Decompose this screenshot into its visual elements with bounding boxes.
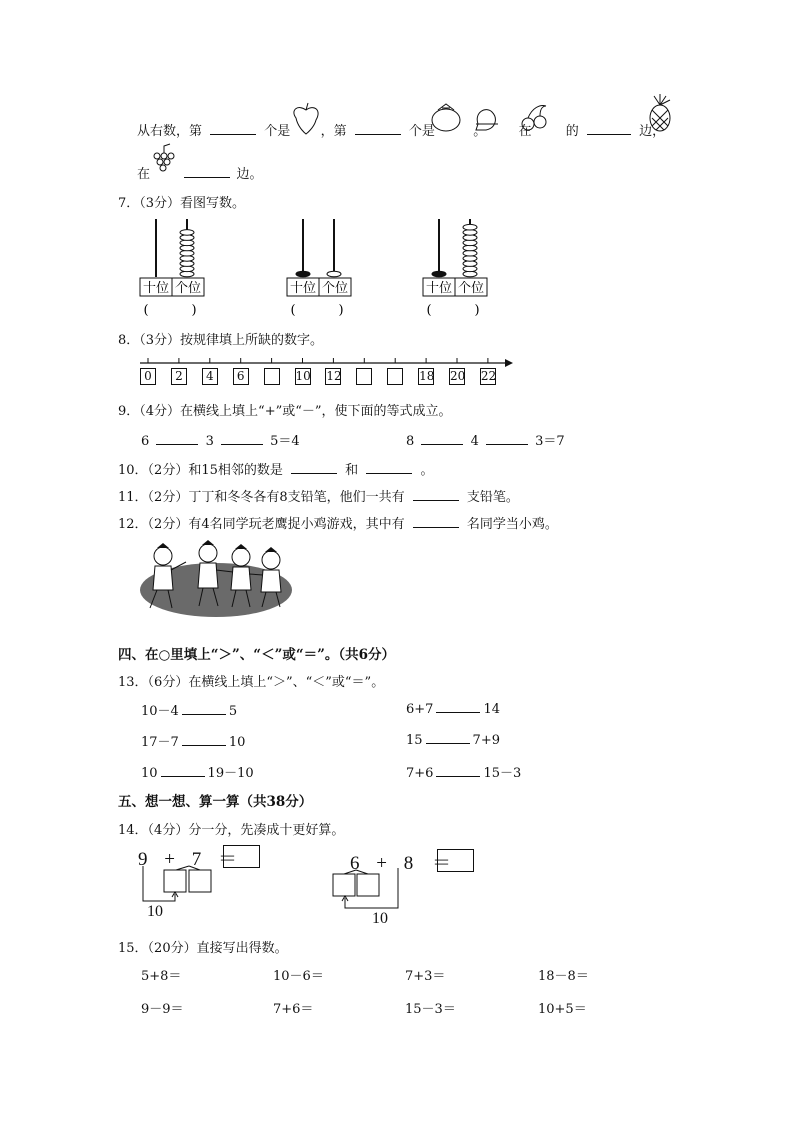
q10-text: 和: [345, 463, 359, 478]
tens-label: 十位: [142, 281, 170, 296]
number-line-box: 12: [326, 369, 342, 383]
q14-left-b: 7: [191, 849, 202, 870]
q6-text: 的: [565, 124, 579, 139]
compare-right: 5: [228, 704, 238, 719]
calc-item: 7+6＝: [273, 1002, 314, 1017]
calc-item: 7+3＝: [405, 969, 446, 984]
answer-paren-open: (: [426, 303, 432, 318]
ones-label: 个位: [174, 281, 202, 296]
q14-left-split-box-2: [189, 870, 211, 892]
calc-item: 18－8＝: [538, 969, 589, 984]
compare-left: 6+7: [406, 702, 434, 717]
calc-item: 10－6＝: [273, 969, 324, 984]
calc-item: 9－9＝: [141, 1002, 184, 1017]
answer-paren-open: (: [143, 303, 149, 318]
q6-text: 个是: [264, 124, 291, 139]
number-line-box: 10: [295, 369, 311, 383]
tens-label: 十位: [289, 281, 317, 296]
q6-text: 个是: [408, 124, 435, 139]
number-line-box: 20: [450, 369, 466, 383]
q14-left-ten: 10: [147, 903, 163, 920]
section5-heading: 五、想一想、算一算（共38分）: [118, 794, 313, 810]
q14-right-split-box-2: [357, 874, 379, 896]
q7-title: 7．（3分）看图写数。: [118, 196, 246, 211]
q9-number: 5＝4: [270, 434, 300, 449]
q14-title: 14．（4分）分一分，先凑成十更好算。: [118, 823, 345, 838]
q15-title: 15．（20分）直接写出得数。: [118, 941, 288, 956]
q9-title: 9．（4分）在横线上填上“+”或“－”，使下面的等式成立。: [118, 404, 452, 419]
q10-text: 10．（2分）和15相邻的数是: [118, 463, 283, 478]
compare-right: 14: [483, 702, 500, 717]
q11-text: 支铅笔。: [466, 490, 519, 505]
section4-heading: 四、在○里填上“＞”、“＜”或“＝”。（共6分）: [118, 647, 396, 663]
compare-left: 10: [141, 766, 158, 781]
answer-paren-open: (: [290, 303, 296, 318]
number-line-box: 0: [140, 368, 156, 385]
q6-text: 在: [137, 167, 151, 182]
q12-text: 名同学当小鸡。: [466, 517, 558, 532]
q14-right-b: 8: [403, 853, 414, 874]
compare-right: 19－10: [207, 766, 254, 781]
compare-left: 15: [406, 733, 423, 748]
q14-right-ten: 10: [372, 910, 388, 927]
q9-number: 4: [470, 434, 479, 449]
q14-right-a: 6: [350, 853, 360, 874]
q14-right-op: +: [376, 853, 387, 874]
q10-text: 。: [420, 463, 434, 478]
q6-text: 边。: [236, 167, 263, 182]
q13-title: 13．（6分）在横线上填上“＞”、“＜”或“＝”。: [118, 675, 385, 690]
q6-text: 边，: [639, 124, 666, 139]
tens-label: 十位: [425, 281, 453, 296]
ones-label: 个位: [457, 281, 485, 296]
number-line-box: 6: [233, 368, 249, 385]
q14-right-eq: ＝: [431, 853, 451, 874]
calc-item: 15－3＝: [405, 1002, 456, 1017]
compare-left: 7+6: [406, 766, 434, 781]
q6-text: 在: [518, 124, 532, 139]
q6-text: 。: [473, 124, 487, 139]
calc-item: 10+5＝: [538, 1002, 587, 1017]
compare-right: 15－3: [483, 766, 522, 781]
q6-text: 从右数，第: [137, 124, 203, 139]
q14-left-eq: ＝: [217, 849, 237, 870]
number-line-box: 4: [202, 368, 218, 385]
q9-number: 3＝7: [535, 434, 565, 449]
ones-label: 个位: [321, 281, 349, 296]
number-line-box: 22: [480, 369, 497, 383]
compare-right: 10: [228, 735, 246, 750]
answer-paren-close: ): [191, 303, 197, 318]
q6-text: ，第: [320, 124, 347, 139]
q14-left-a: 9: [138, 849, 148, 870]
q14-left-op: +: [164, 849, 175, 870]
answer-paren-close: ): [338, 303, 344, 318]
compare-right: 7+9: [472, 733, 500, 748]
number-line-box: 18: [419, 369, 435, 383]
calc-item: 5+8＝: [141, 969, 182, 984]
q14-left-split-box-1: [164, 870, 186, 892]
q9-number: 6: [141, 434, 150, 449]
compare-left: 17－7: [141, 735, 179, 750]
answer-paren-close: ): [474, 303, 480, 318]
q14-right-split-box-1: [333, 874, 355, 896]
compare-left: 10－4: [141, 704, 179, 719]
q9-number: 8: [406, 434, 415, 449]
q12-text: 12．（2分）有4名同学玩老鹰捉小鸡游戏，其中有: [118, 517, 405, 532]
q11-text: 11．（2分）丁丁和冬冬各有8支铅笔，他们一共有: [118, 490, 405, 505]
q9-number: 3: [205, 434, 214, 449]
q8-title: 8．（3分）按规律填上所缺的数字。: [118, 333, 324, 348]
number-line-box: 2: [171, 368, 187, 385]
